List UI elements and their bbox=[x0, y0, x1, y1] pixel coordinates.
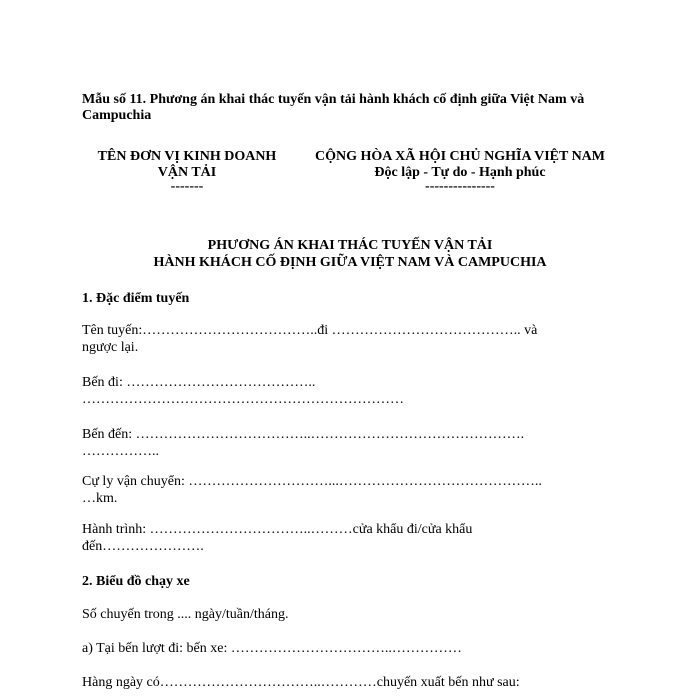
outbound-station-field: a) Tại bến lượt đi: bến xe: ……………………………..…………… bbox=[82, 641, 462, 656]
daily-departures-field: Hàng ngày có……………………………..…………chuyến xuất bến như sau: bbox=[82, 675, 520, 690]
trip-count-field: Số chuyến trong .... ngày/tuần/tháng. bbox=[82, 607, 289, 622]
organization-rule: ------- bbox=[170, 179, 204, 194]
form-title-line-1: Mẫu số 11. Phương án khai thác tuyến vận tải hành khách cố định giữa Việt Nam và bbox=[82, 92, 585, 107]
section-1-heading: 1. Đặc điểm tuyến bbox=[82, 291, 190, 306]
form-title-line-2: Campuchia bbox=[82, 108, 152, 123]
distance-field: Cự ly vận chuyển: …………………………...…………………………………….. bbox=[82, 474, 542, 489]
national-motto-line-1: CỘNG HÒA XÃ HỘI CHỦ NGHĨA VIỆT NAM bbox=[314, 149, 605, 164]
national-motto-line-2: Độc lập - Tự do - Hạnh phúc bbox=[374, 165, 546, 180]
arrival-station-field-cont: …………….. bbox=[82, 444, 159, 459]
route-name-field: Tên tuyến:………………………………..đi ………………………………….. và bbox=[82, 323, 538, 338]
route-name-field-cont: ngược lại. bbox=[82, 340, 139, 355]
section-2-heading: 2. Biểu đồ chạy xe bbox=[82, 574, 190, 589]
document-title-line-2: HÀNH KHÁCH CỐ ĐỊNH GIỮA VIỆT NAM VÀ CAMPUCHIA bbox=[153, 255, 547, 270]
national-motto-rule: --------------- bbox=[425, 179, 495, 194]
organization-name-line-2: VẬN TẢI bbox=[157, 165, 217, 180]
departure-station-field: Bến đi: ………………………………….. bbox=[82, 375, 316, 390]
document-title-line-1: PHƯƠNG ÁN KHAI THÁC TUYẾN VẬN TẢI bbox=[207, 238, 493, 253]
itinerary-field: Hành trình: ……………………………..………cửa khẩu đi/cửa khẩu bbox=[82, 522, 473, 537]
distance-field-cont: …km. bbox=[82, 491, 118, 506]
itinerary-field-cont: đến…………………. bbox=[82, 539, 204, 554]
organization-name-line-1: TÊN ĐƠN VỊ KINH DOANH bbox=[97, 149, 277, 164]
arrival-station-field: Bến đến: ………………………………..………………………………………. bbox=[82, 427, 525, 442]
departure-station-field-cont: …………………………………………………………… bbox=[82, 392, 404, 407]
